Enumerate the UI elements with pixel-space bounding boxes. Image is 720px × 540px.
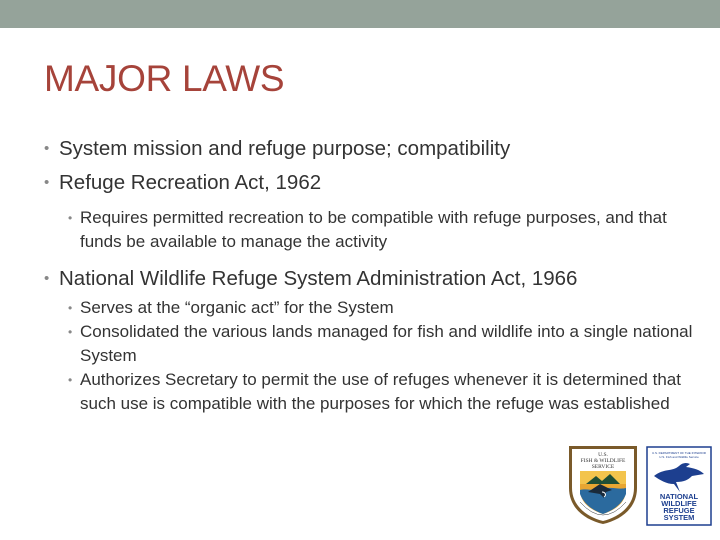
sub-bullet-item [68, 320, 694, 368]
bullet-dot: • [44, 270, 50, 287]
sub-bullet-text: Requires permitted recreation to be compatible with refuge purposes, and that funds be available to manage the activity [80, 208, 667, 251]
bullet-dot: • [44, 174, 50, 191]
svg-text:U.S. Fish and Wildlife Service: U.S. Fish and Wildlife Service [659, 455, 699, 459]
slide-body [44, 132, 694, 416]
svg-text:REFUGE: REFUGE [663, 506, 695, 515]
top-banner [0, 0, 720, 28]
svg-text:FISH & WILDLIFE: FISH & WILDLIFE [580, 458, 626, 464]
sub-bullet-text: Serves at the “organic act” for the System [80, 298, 394, 317]
bullet-dot: • [68, 211, 73, 225]
sub-bullet-text: Consolidated the various lands managed for fish and wildlife into a single national System [80, 322, 693, 365]
svg-text:WILDLIFE: WILDLIFE [661, 499, 697, 508]
bullet-text: System mission and refuge purpose; compatibility [59, 137, 511, 160]
bullet-item [44, 132, 694, 166]
svg-text:U.S. DEPARTMENT OF THE INTERIO: U.S. DEPARTMENT OF THE INTERIOR [652, 451, 706, 455]
bullet-dot: • [68, 325, 73, 339]
sub-bullet-item [68, 368, 694, 416]
svg-text:SERVICE: SERVICE [591, 464, 615, 470]
sub-bullet-text: Authorizes Secretary to permit the use of refuges whenever it is determined that such use is compatible with the purposes for which the refuge was established [80, 370, 681, 413]
bullet-item [44, 262, 694, 296]
svg-text:SYSTEM: SYSTEM [663, 513, 695, 522]
bullet-item [44, 166, 694, 200]
sub-bullet-item [68, 296, 694, 320]
bullet-dot: • [68, 301, 73, 315]
slide-title: MAJOR LAWS [44, 58, 285, 99]
svg-text:NATIONAL: NATIONAL [659, 492, 699, 501]
bullet-text: National Wildlife Refuge System Administration Act, 1966 [59, 267, 578, 290]
fws-shield-logo [566, 444, 640, 526]
svg-text:U.S.: U.S. [598, 452, 608, 458]
bullet-dot: • [68, 373, 73, 387]
nwrs-goose-logo [646, 446, 712, 526]
sub-bullet-item [68, 206, 694, 254]
bullet-text: Refuge Recreation Act, 1962 [59, 171, 322, 194]
bullet-dot: • [44, 140, 50, 157]
